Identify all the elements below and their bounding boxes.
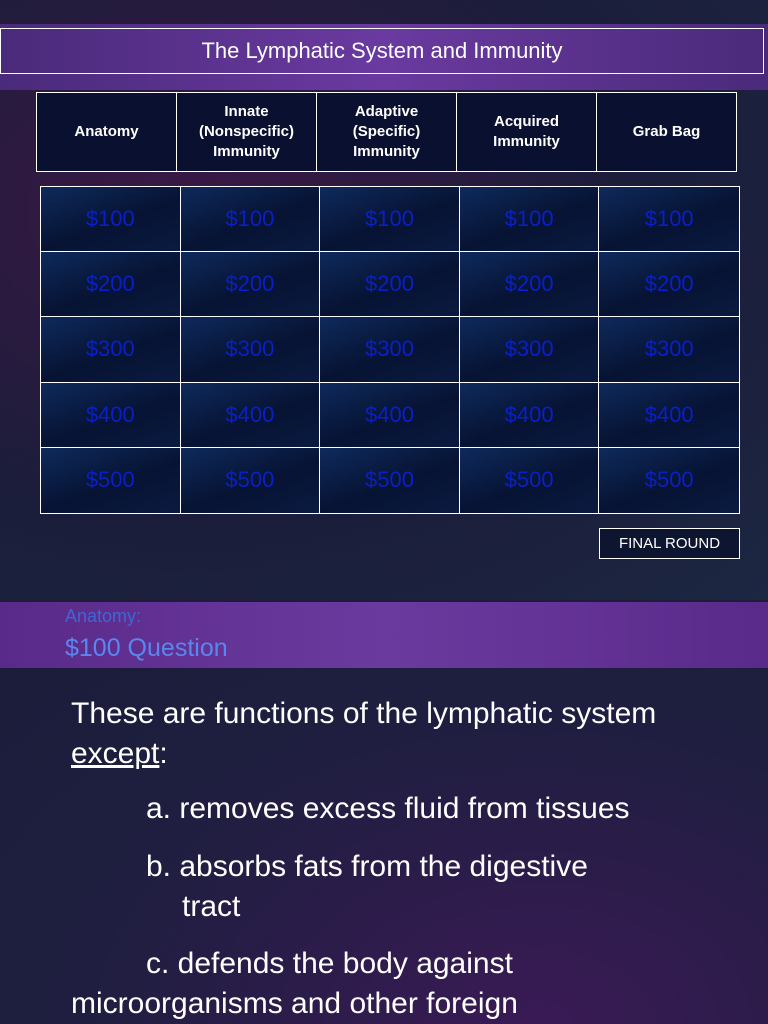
board-cell[interactable]: $200: [599, 252, 739, 317]
board-title: The Lymphatic System and Immunity: [0, 28, 764, 74]
option-a: a. removes excess fluid from tissues: [146, 792, 630, 825]
board-cell[interactable]: $200: [460, 252, 600, 317]
question-value-grid: [40, 186, 740, 514]
option-b-line1: b. absorbs fats from the digestive: [146, 850, 588, 883]
board-cell[interactable]: $400: [320, 383, 460, 448]
board-cell[interactable]: $500: [460, 448, 600, 513]
board-cell[interactable]: $400: [460, 383, 600, 448]
option-c-line2: microorganisms and other foreign: [71, 987, 518, 1020]
board-cell[interactable]: $400: [41, 383, 181, 448]
board-cell[interactable]: $300: [41, 317, 181, 382]
board-cell[interactable]: $100: [599, 187, 739, 252]
category-header: Grab Bag: [632, 123, 701, 140]
board-cell[interactable]: $200: [41, 252, 181, 317]
board-cell[interactable]: $300: [320, 317, 460, 382]
category-header: Innate (Nonspecific) Immunity: [177, 93, 317, 171]
board-cell[interactable]: $100: [460, 187, 600, 252]
board-cell[interactable]: $200: [181, 252, 321, 317]
category-header-row: [36, 92, 737, 172]
final-round-button[interactable]: FINAL ROUND: [599, 528, 740, 559]
board-cell[interactable]: $500: [181, 448, 321, 513]
question-prompt-emphasis: except: [71, 737, 160, 770]
board-cell[interactable]: $300: [599, 317, 739, 382]
board-cell[interactable]: $500: [41, 448, 181, 513]
category-header: Acquired Immunity: [457, 93, 597, 171]
category-header: Anatomy: [37, 93, 177, 171]
question-prompt-text: These are functions of the lymphatic system: [71, 697, 657, 730]
board-cell[interactable]: $100: [41, 187, 181, 252]
category-header: Adaptive (Specific) Immunity: [317, 93, 457, 171]
option-c-line1: c. defends the body against: [146, 947, 513, 980]
board-cell[interactable]: $500: [320, 448, 460, 513]
board-cell[interactable]: $200: [320, 252, 460, 317]
board-cell[interactable]: $500: [599, 448, 739, 513]
board-cell[interactable]: $100: [320, 187, 460, 252]
question-prompt-colon: :: [159, 737, 168, 770]
board-cell[interactable]: $400: [181, 383, 321, 448]
board-cell[interactable]: $300: [460, 317, 600, 382]
board-cell[interactable]: $300: [181, 317, 321, 382]
board-cell[interactable]: $100: [181, 187, 321, 252]
option-b-line2: tract: [182, 890, 241, 923]
question-category: Anatomy:: [65, 606, 142, 626]
question-prompt: [71, 694, 711, 774]
board-cell[interactable]: $400: [599, 383, 739, 448]
question-value: $100 Question: [65, 634, 228, 662]
